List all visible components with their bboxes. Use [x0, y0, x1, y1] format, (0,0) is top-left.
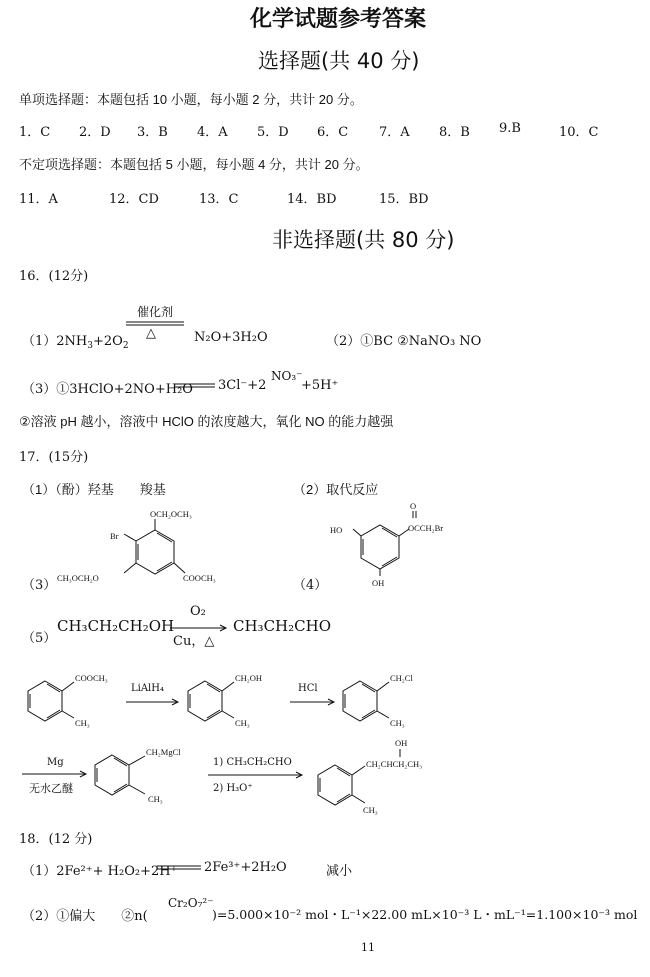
s1-group-methyl: CH₃ — [75, 718, 90, 728]
q16-eq1-left: （1）2NH — [22, 334, 88, 349]
q17-part2: （2）取代反应 — [293, 482, 379, 497]
q16-eq3-equals — [175, 383, 217, 389]
answer-14: 14．BD — [287, 192, 337, 207]
q16-nitrate-ion: NO₃⁻ — [271, 369, 303, 383]
q17-part5-label: （5） — [22, 631, 57, 646]
q17-part1: （1）（酚）羟基 羧基 — [22, 482, 166, 497]
answer-5: 5．D — [257, 125, 289, 140]
q16-equals-arrow — [126, 321, 186, 327]
q18-part2-prefix: （2）①偏大 ②n( — [22, 909, 148, 924]
q18-eq1-right: 2Fe³⁺+2H₂O — [204, 860, 287, 875]
q16-heat-symbol: △ — [146, 326, 156, 341]
q17-structure-4 — [325, 500, 495, 588]
s4-group-ester: OCCH₂Br — [408, 523, 444, 533]
answer-3: 3．B — [137, 125, 168, 140]
route-r3-reagent-top: Mg — [47, 757, 64, 768]
s3-group-ch2cl: CH₂Cl — [390, 673, 413, 683]
q17-part5-product: CH₃CH₂CHO — [233, 617, 331, 635]
q17-part3-label: （3） — [22, 578, 57, 593]
s4r-group-methyl: CH₃ — [148, 794, 163, 804]
s4-group-grignard: CH₂MgCl — [146, 747, 181, 757]
q17-part5-reagent-bottom: Cu，△ — [173, 634, 215, 649]
answer-1: 1．C — [19, 125, 51, 140]
q18-eq1-left: （1）2Fe²⁺+ H₂O₂+2H⁺ — [22, 864, 178, 879]
answer-4: 4．A — [197, 125, 228, 140]
q17-part5-reagent-top: O₂ — [190, 604, 206, 619]
answer-12: 12．CD — [109, 192, 159, 207]
s4-group-carbonyl: O — [410, 501, 417, 511]
s3r-group-methyl: CH₃ — [390, 718, 405, 728]
answer-10: 10．C — [559, 125, 599, 140]
q16-eq1-product: N₂O+3H₂O — [194, 330, 268, 345]
nonmcq-section-header: 非选择题(共 80 分) — [272, 228, 455, 252]
q18-part1-note: 减小 — [326, 863, 353, 878]
answer-8: 8．B — [439, 125, 470, 140]
q18-label: 18．(12 分) — [19, 832, 93, 847]
q16-label: 16．(12分) — [19, 269, 89, 284]
route-arrow-3 — [22, 770, 90, 778]
q17-structure-3 — [50, 505, 250, 590]
q16-catalyst: 催化剂 — [137, 305, 174, 319]
answer-2: 2．D — [79, 125, 111, 140]
q16-eq3-right: 3Cl⁻+2 — [218, 378, 267, 393]
s5-group-oh: OH — [395, 738, 408, 748]
q16-eq3-left: （3）①3HClO+2NO+H₂O — [22, 382, 193, 397]
answer-11: 11．A — [19, 192, 58, 207]
multi-choice-desc: 不定项选择题：本题包括 5 小题，每小题 4 分，共计 20 分。 — [19, 157, 369, 172]
s3-group-left: CH₃OCH₂O — [57, 573, 99, 583]
answer-6: 6．C — [317, 125, 349, 140]
s5-group-chain: CH₂CHCH₂CH₃ — [366, 759, 423, 769]
route-r1-reagent: LiAlH₄ — [131, 683, 164, 694]
s5-group-methyl: CH₃ — [363, 805, 378, 815]
page-title: 化学试题参考答案 — [250, 7, 427, 32]
answer-7: 7．A — [379, 125, 410, 140]
answer-13: 13．C — [199, 192, 239, 207]
q17-label: 17．(15分) — [19, 450, 89, 465]
s3-group-right: COOCH₃ — [183, 573, 216, 583]
route-s3 — [340, 668, 450, 728]
q17-part4-label: （4） — [293, 578, 328, 593]
mcq-section-header: 选择题(共 40 分) — [258, 49, 420, 73]
s4-group-ho: HO — [330, 525, 343, 535]
q16-eq3-end: +5H⁺ — [301, 378, 339, 393]
single-choice-desc: 单项选择题：本题包括 10 小题，每小题 2 分，共计 20 分。 — [19, 92, 363, 107]
q18-eq1-equals — [157, 865, 203, 871]
s4-group-oh: OH — [372, 578, 385, 588]
s2-group-ch2oh: CH₂OH — [235, 673, 263, 683]
answer-9: 9.B — [499, 121, 521, 136]
route-s2 — [185, 668, 295, 728]
route-r2-reagent: HCl — [298, 683, 318, 694]
route-arrow-2 — [290, 698, 338, 706]
q18-part2-rest: )=5.000×10⁻² mol・L⁻¹×22.00 mL×10⁻³ L・mL⁻¹=1.100×10⁻³ mol — [212, 907, 638, 922]
s3-group-br: Br — [110, 531, 119, 541]
q16-part2: （2）①BC ②NaNO₃ NO — [326, 334, 482, 349]
route-arrow-4 — [208, 771, 306, 779]
route-arrow-1 — [126, 698, 182, 706]
s1-group-ester: COOCH₃ — [75, 673, 108, 683]
q16-part3-explanation: ②溶液 pH 越小，溶液中 HClO 的浓度越大，氧化 NO 的能力越强 — [19, 414, 394, 429]
route-r4-line2: 2) H₃O⁺ — [213, 783, 253, 794]
s3-group-top: OCH₂OCH₃ — [150, 509, 192, 519]
q16-eq1-mid: +2O — [93, 334, 123, 349]
answer-15: 15．BD — [379, 192, 429, 207]
route-r4-line1: 1) CH₃CH₂CHO — [213, 757, 292, 768]
q16-eq1: $(1)2NH_3+2O_2$ — [22, 334, 129, 351]
route-s4 — [92, 742, 222, 812]
route-s1 — [25, 668, 135, 728]
route-s5 — [313, 735, 473, 815]
page-number: 11 — [361, 941, 375, 954]
q17-part5-reactant: CH₃CH₂CH₂OH — [57, 617, 175, 635]
route-r3-reagent-bottom: 无水乙醚 — [29, 783, 73, 795]
q18-dichromate-ion: Cr₂O₇²⁻ — [168, 896, 214, 910]
s2-group-methyl: CH₃ — [235, 718, 250, 728]
